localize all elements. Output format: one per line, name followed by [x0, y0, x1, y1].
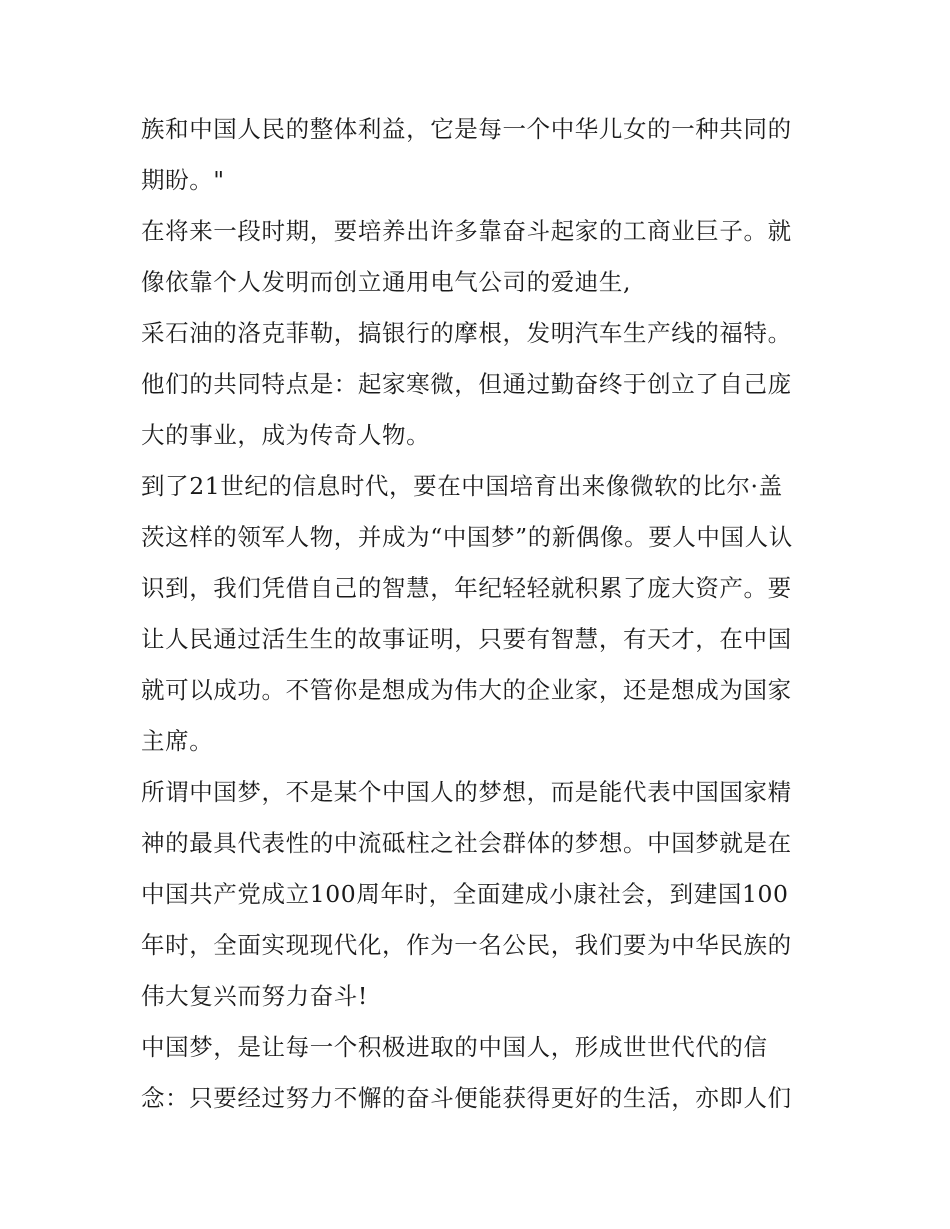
text-line: 在将来一段时期，要培养出许多靠奋斗起家的工商业巨子。就 — [141, 217, 792, 245]
text-line: 主席。 — [141, 727, 214, 755]
text-line: 到了21世纪的信息时代，要在中国培育出来像微软的比尔·盖 — [141, 472, 783, 500]
text-line: 伟大复兴而努力奋斗! — [141, 982, 368, 1010]
text-line: 所谓中国梦，不是某个中国人的梦想，而是能代表中国国家精 — [141, 778, 792, 806]
text-line: 大的事业，成为传奇人物。 — [141, 421, 431, 449]
text-line: 识到，我们凭借自己的智慧，年纪轻轻就积累了庞大资产。要 — [141, 574, 792, 602]
text-line: 族和中国人民的整体利益，它是每一个中华儿女的一种共同的 — [141, 115, 792, 143]
text-line: 他们的共同特点是：起家寒微，但通过勤奋终于创立了自己庞 — [141, 370, 792, 398]
text-line: 中国梦，是让每一个积极进取的中国人，形成世世代代的信 — [141, 1033, 768, 1061]
text-line: 茨这样的领军人物，并成为“中国梦”的新偶像。要人中国人认 — [141, 523, 793, 551]
text-line: 神的最具代表性的中流砥柱之社会群体的梦想。中国梦就是在 — [141, 829, 792, 857]
text-line: 采石油的洛克菲勒，搞银行的摩根，发明汽车生产线的福特。 — [141, 319, 792, 347]
text-line: 让人民通过活生生的故事证明，只要有智慧，有天才，在中国 — [141, 625, 792, 653]
text-line: 中国共产党成立100周年时，全面建成小康社会，到建国100 — [141, 880, 789, 908]
document-body — [141, 104, 816, 1124]
text-line: 就可以成功。不管你是想成为伟大的企业家，还是想成为国家 — [141, 676, 792, 704]
text-line: 年时，全面实现现代化，作为一名公民，我们要为中华民族的 — [141, 931, 792, 959]
text-line: 念：只要经过努力不懈的奋斗便能获得更好的生活，亦即人们 — [141, 1084, 792, 1112]
text-line: 期盼。" — [141, 166, 225, 194]
text-line: 像依靠个人发明而创立通用电气公司的爱迪生, — [141, 268, 632, 296]
